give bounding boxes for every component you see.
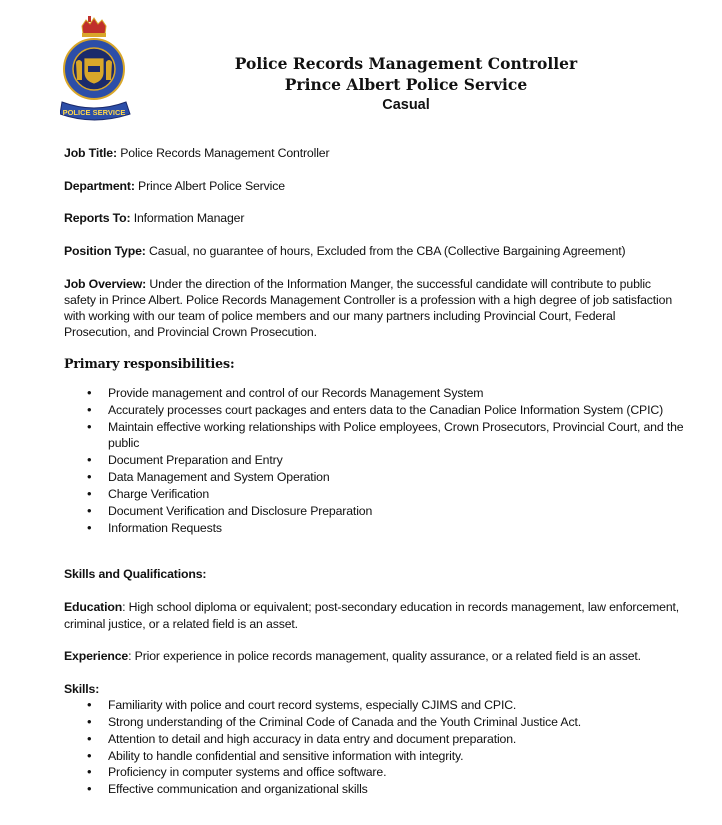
list-item: • Accurately processes court packages and enters data to the Canadian Police Information System (CPIC) (64, 402, 684, 418)
police-crest-logo (60, 14, 132, 124)
education-field (64, 599, 684, 631)
education-value: : High school diploma or equivalent; post-secondary education in records management, law enforcement, criminal justice, or a related field is an asset. (64, 600, 680, 631)
document-title: Police Records Management Controller (234, 54, 578, 73)
position-type-value: Casual, no guarantee of hours, Excluded from the CBA (Collective Bargaining Agreement) (145, 244, 626, 259)
organization-name: Prince Albert Police Service (284, 75, 528, 94)
skills-qualifications-heading: Skills and Qualifications: (64, 567, 207, 582)
education-label: Education (64, 600, 123, 615)
svg-text:POLICE SERVICE: POLICE SERVICE (62, 108, 126, 117)
responsibilities-list (64, 385, 684, 536)
experience-field (64, 648, 684, 664)
reports-to-label: Reports To: (64, 211, 131, 226)
list-item: • Document Preparation and Entry (64, 452, 684, 468)
department-field (64, 178, 684, 194)
list-item: • Information Requests (64, 520, 684, 536)
skills-list (64, 697, 684, 797)
job-title-value: Police Records Management Controller (116, 146, 330, 160)
employment-type: Casual (382, 97, 430, 113)
skills-heading: Skills: (64, 682, 100, 697)
list-item: • Proficiency in computer systems and office software. (64, 764, 684, 780)
job-title-field (64, 145, 684, 161)
job-title-label: Job Title: (64, 146, 117, 160)
list-item: • Strong understanding of the Criminal Code of Canada and the Youth Criminal Justice Act. (64, 714, 684, 730)
job-overview-value: Under the direction of the Information Manger, the successful candidate will contribute to public safety in Prince Albert. Police Records Management Controller is a profession with a high degree of job satisfaction with working with our team of police members and our many partners including Provincial Court, Federal Prosecution, and Provincial Crown Prosecution. (64, 276, 673, 340)
job-overview-field (64, 276, 684, 341)
list-item: • Familiarity with police and court record systems, especially CJIMS and CPIC. (64, 697, 684, 713)
job-posting-body (64, 145, 684, 798)
list-item: • Charge Verification (64, 486, 684, 502)
responsibilities-heading: Primary responsibilities: (64, 355, 235, 371)
position-type-field (64, 243, 684, 259)
police-crest-icon (60, 14, 132, 124)
job-overview-label: Job Overview: (64, 276, 147, 291)
department-label: Department: (64, 178, 135, 193)
document-header (200, 53, 612, 115)
list-item: • Ability to handle confidential and sensitive information with integrity. (64, 748, 684, 764)
experience-label: Experience (64, 649, 129, 664)
reports-to-value: Information Manager (130, 211, 245, 226)
position-type-label: Position Type: (64, 244, 146, 259)
list-item: • Maintain effective working relationships with Police employees, Crown Prosecutors, Provincial Court, and the public (64, 419, 684, 451)
department-value: Prince Albert Police Service (134, 178, 285, 193)
list-item: • Effective communication and organizational skills (64, 781, 684, 797)
list-item: • Attention to detail and high accuracy in data entry and document preparation. (64, 731, 684, 747)
experience-value: : Prior experience in police records management, quality assurance, or a related field is an asset. (128, 649, 641, 664)
list-item: • Document Verification and Disclosure Preparation (64, 503, 684, 519)
reports-to-field (64, 210, 684, 226)
list-item: • Provide management and control of our Records Management System (64, 385, 684, 401)
list-item: • Data Management and System Operation (64, 469, 684, 485)
